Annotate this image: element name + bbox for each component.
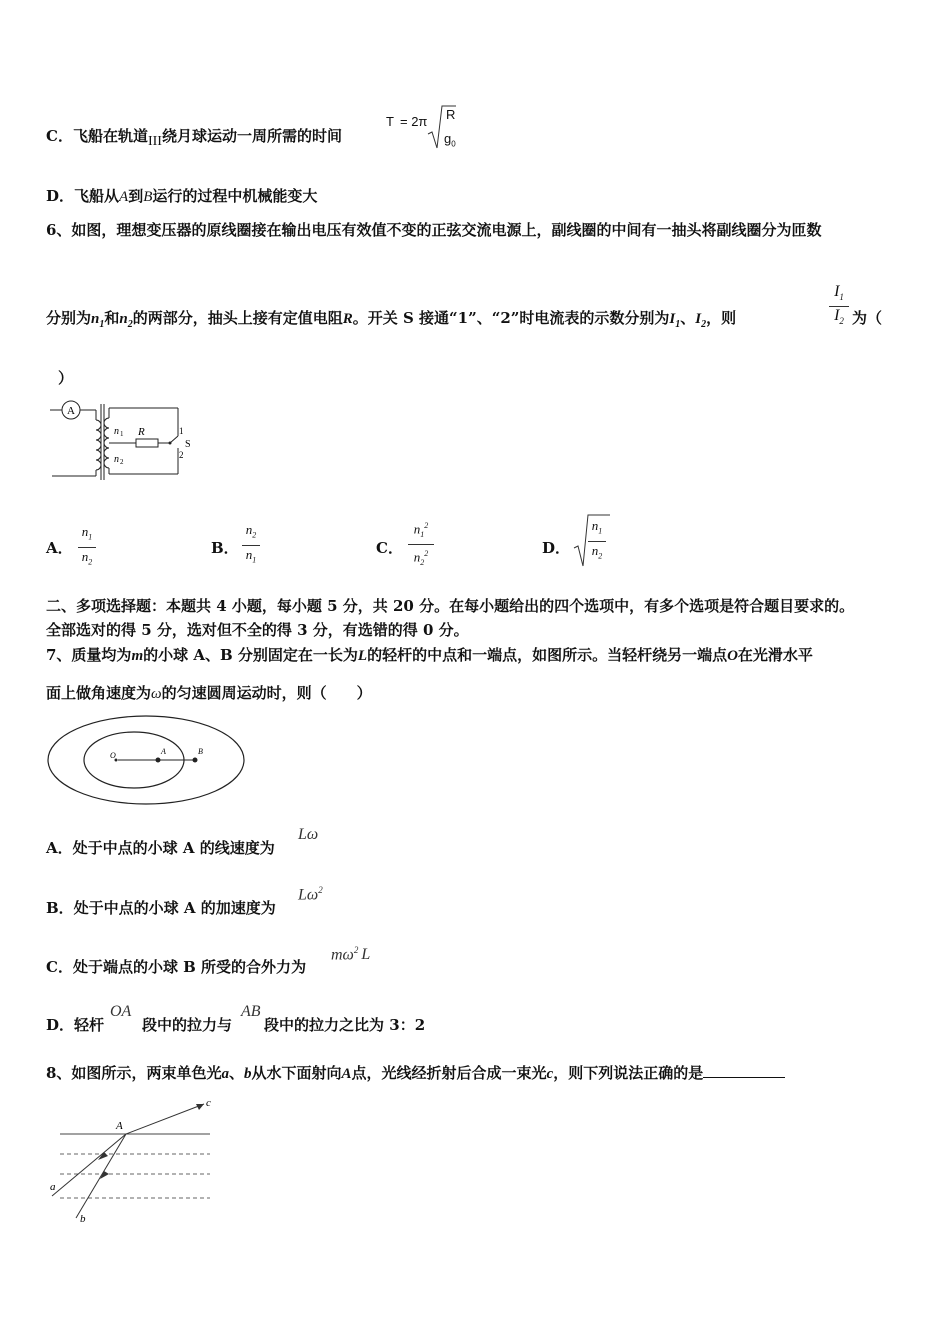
omega-symbol: ω [151, 686, 162, 702]
q7-option-a [46, 838, 275, 858]
q7-text-c: 的轻杆的中点和一端点，如图所示。当轻杆绕另一端点 [367, 646, 728, 664]
mass-symbol: m [131, 648, 144, 664]
q6-paren-close: ） [58, 369, 74, 387]
q5-option-d-mid: 到 [128, 187, 144, 205]
q6-stem-end: 为（ [852, 309, 883, 327]
q6-option-d-label: D． [542, 539, 571, 557]
q6-text-c: 。开关 S 接通“1”、“2”时电流表的示数分别为 [352, 309, 670, 327]
fig-pos2-label: 2 [179, 450, 184, 460]
ammeter-label: A [67, 405, 75, 417]
fig-r-label: R [138, 426, 145, 438]
q6-and: 和 [104, 309, 120, 327]
circular-motion-figure [46, 714, 246, 806]
opt-a-num: n [81, 524, 89, 539]
opt-c-den-sup: 2 [424, 548, 429, 558]
i1-symbol: I [669, 311, 676, 327]
n1-symbol: n [91, 311, 100, 327]
i2-sub: 2 [701, 319, 707, 330]
length-symbol: L [357, 648, 368, 664]
q6-sep: 、 [680, 309, 696, 327]
q7-option-c [46, 957, 306, 977]
q8-text-b: 从水下面射向 [251, 1064, 342, 1082]
transformer-figure [46, 396, 196, 482]
opt-a-num-sub: 1 [88, 532, 93, 542]
opt-d-num-sub: 1 [598, 526, 603, 536]
q7-option-d-ab: AB [241, 1003, 261, 1020]
q6-option-b-fraction [242, 522, 260, 568]
resistor-symbol: R [342, 311, 353, 327]
q7-option-b-sup: 2 [318, 885, 323, 895]
q8-sep: 、 [228, 1064, 244, 1082]
opt-c-den-sub: 2 [420, 557, 425, 567]
beam-a-symbol: a [221, 1066, 229, 1082]
q7-text-d: 在光滑水平 [737, 646, 813, 664]
ratio-num-sub: 1 [839, 292, 844, 303]
q5-option-d [46, 186, 317, 207]
q7-option-c-expr-m: mω [331, 946, 354, 964]
q7-stem-line2 [46, 683, 372, 704]
opt-a-den: n [81, 548, 89, 564]
q7-option-d-text1: D．轻杆 [46, 1016, 105, 1034]
q6-text-b: 的两部分，抽头上接有定值电阻 [132, 309, 343, 327]
ratio-den: I [834, 307, 840, 325]
q6-option-c-fraction [408, 518, 434, 571]
q6-option-d-fraction [588, 518, 606, 564]
q7-text-a: 7、质量均为 [46, 646, 132, 664]
opt-b-num-sub: 2 [252, 530, 257, 540]
q5-option-d-end: 运行的过程中机械能变大 [152, 187, 318, 205]
q7-text-f: 的匀速圆周运动时，则（ ） [161, 684, 372, 702]
n2-symbol: n [119, 311, 128, 327]
i1-sub: 1 [675, 319, 681, 330]
fig-beam-c: c [206, 1097, 211, 1109]
q8-stem [46, 1063, 785, 1084]
q6-stem-line1: 6、如图，理想变压器的原线圈接在输出电压有效值不变的正弦交流电源上，副线圈的中间有一抽头将副线圈分为匝数 [46, 221, 822, 239]
fig-n2-sub: 2 [120, 458, 124, 466]
opt-d-den-sub: 2 [598, 551, 603, 561]
q8-text-c: 点，光线经折射后合成一束光 [351, 1064, 547, 1082]
ratio-den-sub: 2 [839, 316, 844, 327]
q7-option-d-oa: OA [110, 1003, 132, 1020]
q6-option-a-label: A． [46, 539, 73, 557]
opt-b-den: n [245, 546, 253, 562]
opt-c-num-sup: 2 [424, 521, 429, 530]
fig-beam-b: b [80, 1213, 86, 1225]
q7-option-b-expr [298, 885, 323, 904]
n1-sub: 1 [99, 319, 105, 330]
q6-text-a: 分别为 [46, 309, 92, 327]
q7-text-e: 面上做角速度为 [46, 684, 152, 702]
q7-option-c-expr [331, 945, 370, 964]
refraction-figure [46, 1092, 218, 1230]
period-den: g [444, 131, 452, 146]
q6-option-a-fraction [78, 524, 96, 570]
q7-option-a-expr: Lω [298, 826, 319, 843]
fig-o-label: O [110, 751, 116, 760]
fig-point-a: A [116, 1120, 123, 1132]
point-b-label: B [143, 189, 153, 205]
fig-a-label: A [161, 747, 166, 756]
fig-n2-label: n [114, 454, 119, 465]
current-ratio-fraction [829, 284, 849, 329]
fig-b-label: B [198, 747, 203, 756]
opt-b-den-sub: 1 [252, 555, 257, 565]
q7-option-d-text3: 段中的拉力之比为 3：2 [264, 1016, 426, 1034]
ratio-num: I [834, 283, 840, 300]
opt-b-num: n [245, 522, 253, 537]
fig-switch-label: S [185, 439, 191, 450]
pivot-symbol: O [727, 648, 738, 664]
period-den-sub: 0 [451, 139, 456, 149]
fig-beam-a: a [50, 1181, 56, 1193]
q6-option-b-label: B． [211, 539, 239, 557]
q7-option-d [46, 1015, 425, 1035]
opt-d-den: n [591, 542, 599, 558]
point-a-symbol: A [341, 1066, 352, 1082]
i2-symbol: I [695, 311, 702, 327]
q6-text-d: ，则 [706, 309, 737, 327]
point-a-label: A [119, 189, 129, 205]
q7-option-c-expr-l: L [361, 946, 371, 964]
opt-c-den: n [413, 549, 421, 565]
opt-d-num: n [591, 518, 599, 533]
opt-a-den-sub: 2 [88, 557, 93, 567]
q7-option-b-text: B．处于中点的小球 A 的加速度为 [46, 899, 276, 917]
q7-option-a-text: A．处于中点的小球 A 的线速度为 [46, 839, 275, 857]
section2-line1: 二、多项选择题：本题共 4 小题，每小题 5 分，共 20 分。在每小题给出的四个选项中，有多个选项是符合题目要求的。 [46, 597, 855, 615]
q5-option-c-text2: 绕月球运动一周所需的时间 [161, 127, 342, 145]
q8-text-d: ，则下列说法正确的是 [553, 1064, 704, 1082]
period-T: T [386, 114, 394, 129]
period-eq: = 2π [400, 114, 428, 129]
q8-text-a: 8、如图所示，两束单色光 [46, 1064, 222, 1082]
q7-option-c-text: C．处于端点的小球 B 所受的合外力为 [46, 958, 307, 976]
q7-text-b: 的小球 A、B 分别固定在一长为 [143, 646, 358, 664]
orbit-label: III [147, 134, 162, 149]
q5-option-c-text: C．飞船在轨道 [46, 127, 148, 145]
q6-stem-line2 [46, 308, 736, 335]
answer-blank[interactable] [703, 1063, 785, 1078]
q5-option-d-text: D．飞船从 [46, 187, 120, 205]
fig-n1-sub: 1 [120, 430, 124, 438]
q7-option-b [46, 898, 276, 918]
q6-option-c-label: C． [376, 539, 403, 557]
q7-option-c-sup: 2 [353, 945, 359, 955]
q7-option-b-expr-text: Lω [298, 886, 319, 904]
beam-b-symbol: b [243, 1066, 252, 1082]
fig-n1-label: n [114, 426, 119, 437]
opt-c-num-sub: 1 [420, 529, 425, 539]
section2-line2: 全部选对的得 5 分，选对但不全的得 3 分，有选错的得 0 分。 [46, 621, 469, 639]
period-formula [386, 104, 466, 150]
opt-c-num: n [413, 521, 421, 537]
fig-pos1-label: 1 [179, 426, 184, 436]
period-num: R [446, 107, 456, 122]
q5-option-c [46, 126, 342, 148]
n2-sub: 2 [127, 319, 133, 330]
q7-stem-line1 [46, 645, 813, 666]
q7-option-d-text2: 段中的拉力与 [142, 1016, 233, 1034]
beam-c-symbol: c [546, 1066, 554, 1082]
